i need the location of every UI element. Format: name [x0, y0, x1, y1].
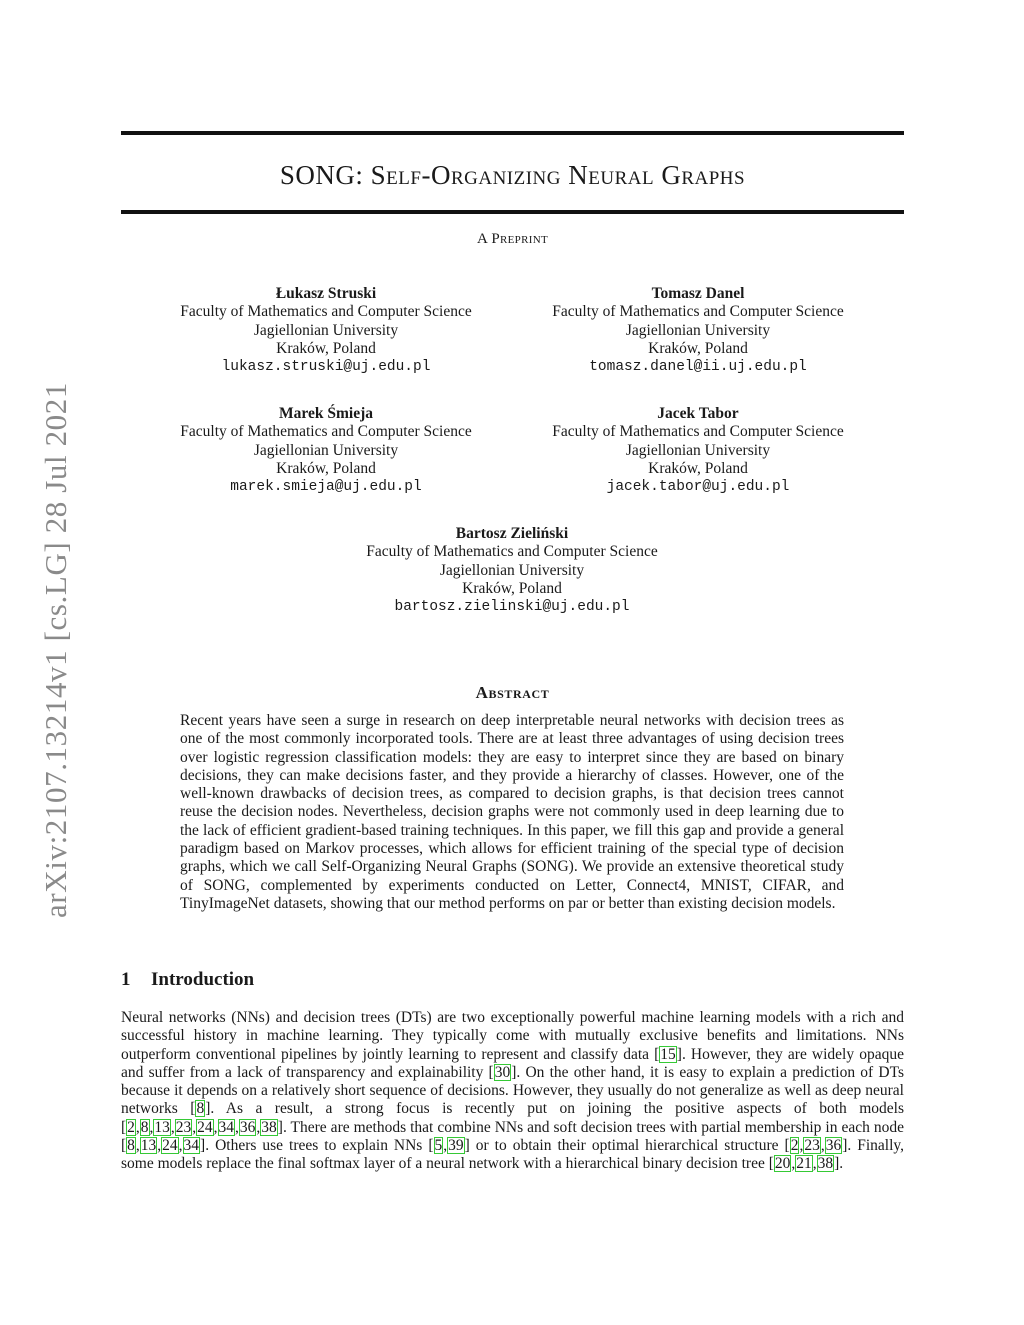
author-block: [488, 405, 908, 496]
author-name: Bartosz Zieliński: [455, 525, 569, 542]
citation-group: 5,39: [434, 1137, 464, 1155]
author-email[interactable]: lukasz.struski@uj.edu.pl: [221, 359, 431, 376]
preprint-label: A Preprint: [477, 231, 548, 247]
author-university: Jagiellonian University: [625, 321, 771, 339]
author-university: Jagiellonian University: [625, 441, 771, 459]
author-block: [302, 525, 722, 616]
citation-link[interactable]: 23: [175, 1118, 192, 1136]
author-block: [116, 405, 536, 496]
citation-link[interactable]: 13: [154, 1118, 170, 1136]
intro-text: ]. However, they are widely opaque and suffer from a lack of transparency and explainability [: [121, 1045, 904, 1081]
citation-link[interactable]: 36: [825, 1137, 842, 1155]
citation-link[interactable]: 2: [127, 1118, 135, 1136]
citation-link[interactable]: 8: [196, 1100, 205, 1118]
citation-link[interactable]: 2: [790, 1137, 799, 1155]
author-block: [116, 285, 536, 376]
citation-link[interactable]: 8: [140, 1118, 149, 1136]
citation-link[interactable]: 21: [796, 1155, 812, 1173]
section-heading: [121, 969, 254, 991]
author-location: Kraków, Poland: [276, 459, 376, 477]
intro-text: ].: [834, 1155, 844, 1173]
intro-text: ]. On the other hand, it is easy to explain a prediction of DTs because it depends on a relatively short sequence of decisions. However, they usually do not generalize as well as deep neural networks [: [121, 1063, 905, 1118]
citation-link[interactable]: 34: [218, 1118, 235, 1136]
citation-group: 2,8,13,23,24,34,36,38: [127, 1118, 277, 1136]
intro-text: ]. There are methods that combine NNs and soft decision trees with partial membership in each node [: [121, 1118, 904, 1155]
author-location: Kraków, Poland: [648, 459, 748, 477]
section-title: Introduction: [151, 969, 255, 990]
citation-link[interactable]: 24: [162, 1137, 178, 1155]
citation-link[interactable]: 8: [127, 1137, 135, 1155]
author-location: Kraków, Poland: [276, 339, 376, 357]
author-block: [488, 285, 908, 376]
author-university: Jagiellonian University: [439, 561, 585, 579]
author-email[interactable]: jacek.tabor@uj.edu.pl: [606, 479, 790, 496]
citation-group: 2,23,36: [790, 1137, 842, 1155]
author-affiliation: Faculty of Mathematics and Computer Science: [180, 303, 472, 321]
citation-link[interactable]: 15: [660, 1045, 676, 1063]
section-number: 1: [121, 969, 131, 990]
arxiv-identifier[interactable]: arXiv:2107.13214v1 [cs.LG] 28 Jul 2021: [38, 382, 73, 918]
author-location: Kraków, Poland: [462, 579, 562, 597]
author-email[interactable]: tomasz.danel@ii.uj.edu.pl: [589, 359, 807, 376]
author-affiliation: Faculty of Mathematics and Computer Science: [552, 303, 844, 321]
author-name: Marek Śmieja: [279, 405, 373, 422]
intro-text: ]. As a result, a strong focus is recently put on joining the positive aspects of both models [: [121, 1100, 904, 1136]
intro-text: ]. Finally, some models replace the final softmax layer of a neural network with a hierarchical binary decision tree [: [121, 1137, 904, 1173]
citation-link[interactable]: 38: [817, 1155, 834, 1173]
intro-text: ]. Others use trees to explain NNs [: [200, 1137, 434, 1155]
author-location: Kraków, Poland: [648, 339, 748, 357]
citation-link[interactable]: 39: [448, 1137, 464, 1155]
title-bottom-rule: [121, 210, 904, 214]
author-email[interactable]: bartosz.zielinski@uj.edu.pl: [394, 599, 630, 616]
author-affiliation: Faculty of Mathematics and Computer Science: [552, 423, 844, 441]
author-name: Tomasz Danel: [651, 285, 745, 302]
intro-text: Neural networks (NNs) and decision trees (DTs) are two exceptionally powerful machine learning models with a rich and successful history in machine learning. They typically come with mutually exclusive benefits and limitations. NNs outperform conventional pipelines by jointly learning to represent and classify data [: [121, 1009, 904, 1063]
abstract-heading: Abstract: [475, 683, 550, 702]
author-name: Łukasz Struski: [275, 285, 377, 302]
intro-text: ] or to obtain their optimal hierarchical structure [: [464, 1137, 790, 1155]
citation-link[interactable]: 24: [197, 1118, 213, 1136]
citation-link[interactable]: 5: [434, 1137, 443, 1155]
intro-paragraph: [121, 1009, 904, 1174]
citation-link[interactable]: 13: [140, 1137, 157, 1155]
citation-link[interactable]: 20: [774, 1155, 791, 1173]
citation-group: 20,21,38: [774, 1155, 834, 1173]
citation-link[interactable]: 38: [261, 1118, 277, 1136]
citation-group: 8,13,24,34: [127, 1137, 200, 1155]
citation-link[interactable]: 34: [183, 1137, 200, 1155]
citation-link[interactable]: 30: [494, 1063, 511, 1081]
author-email[interactable]: marek.smieja@uj.edu.pl: [230, 479, 422, 496]
citation-link[interactable]: 23: [804, 1137, 820, 1155]
author-affiliation: Faculty of Mathematics and Computer Science: [180, 423, 472, 441]
author-university: Jagiellonian University: [253, 441, 399, 459]
citation-link[interactable]: 36: [239, 1118, 256, 1136]
author-university: Jagiellonian University: [253, 321, 399, 339]
paper-title: SONG: Self-Organizing Neural Graphs: [279, 160, 746, 190]
author-name: Jacek Tabor: [657, 405, 739, 422]
title-top-rule: [121, 131, 904, 135]
author-affiliation: Faculty of Mathematics and Computer Science: [366, 543, 658, 561]
abstract-text: Recent years have seen a surge in research on deep interpretable neural networks with decision trees as one of the most commonly incorporated tools. There are at least three advantages of using decision trees over logistic regression classification models: they are easy to interpret since they are based on binary decisions, they can make decisions faster, and they provide a hierarchy of classes. However, one of the well-known drawbacks of decision trees, as compared to decision graphs, is that decision trees cannot reuse the decision nodes. Nevertheless, decision graphs were not commonly used in deep learning due to the lack of efficient gradient-based training techniques. In this paper, we fill this gap and provide a general paradigm based on Markov processes, which allows for efficient training of the special type of decision graphs, which we call Self-Organizing Neural Graphs (SONG). We provide an extensive theoretical study of SONG, complemented by experiments conducted on Letter, Connect4, MNIST, CIFAR, and TinyImageNet datasets, showing that our method performs on par or better than existing decision models.: [180, 712, 844, 912]
